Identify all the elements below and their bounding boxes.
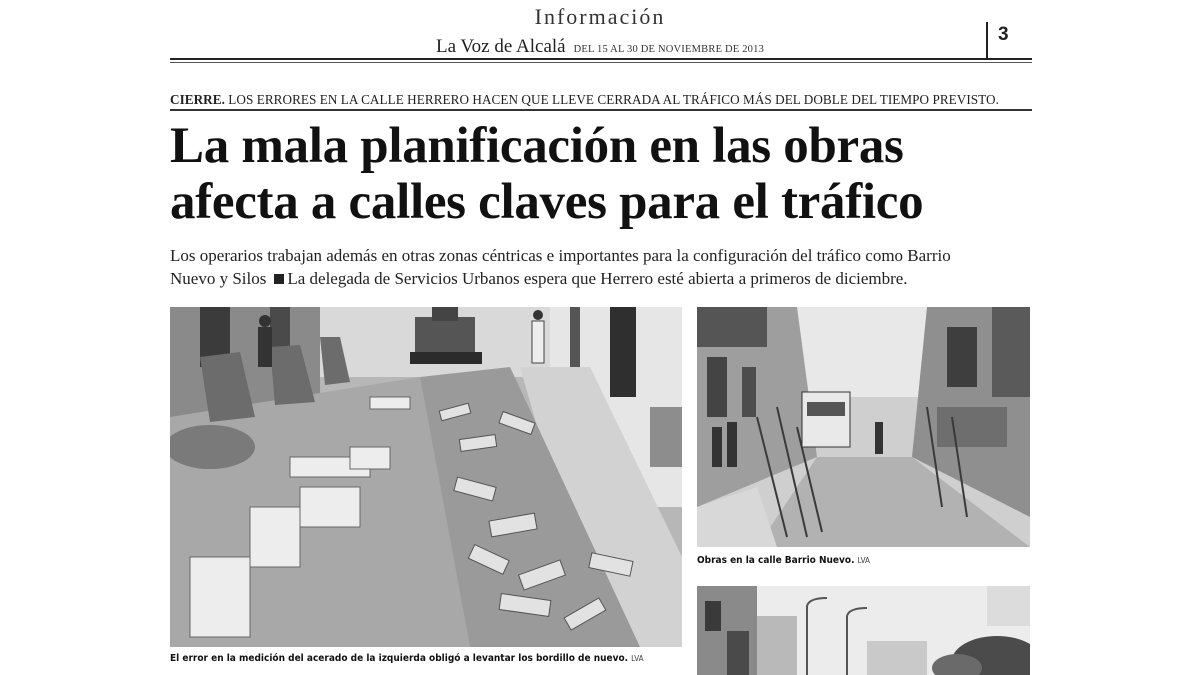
kicker-tag: CIERRE. bbox=[170, 92, 225, 107]
bullet-square bbox=[274, 274, 284, 284]
main-photo bbox=[170, 307, 682, 647]
article-kicker bbox=[170, 92, 1032, 108]
main-caption-credit: LVA bbox=[631, 654, 644, 663]
side-photo bbox=[697, 307, 1030, 547]
headline-line-1: La mala planificación en las obras bbox=[170, 118, 904, 174]
publication-name: La Voz de Alcalá bbox=[435, 36, 566, 57]
kicker-rule bbox=[170, 109, 1032, 111]
issue-date: DEL 15 AL 30 DE NOVIEMBRE DE 2013 bbox=[573, 44, 765, 55]
headline-line-2: afecta a calles claves para el tráfico bbox=[170, 174, 924, 230]
main-caption-text: El error en la medición del acerado de la izquierda obligó a levantar los bordillo de nuevo. bbox=[170, 653, 629, 664]
article-deck bbox=[170, 244, 1050, 290]
section-title: Información bbox=[534, 4, 666, 29]
side-caption-text: Obras en la calle Barrio Nuevo. bbox=[697, 555, 855, 566]
header-rule bbox=[170, 58, 1032, 60]
deck-line-2b: La delegada de Servicios Urbanos espera que Herrero esté abierta a primeros de diciembre. bbox=[287, 269, 908, 288]
deck-line-2a: Nuevo y Silos bbox=[170, 269, 267, 288]
bottom-photo bbox=[697, 586, 1030, 675]
page-number-divider bbox=[986, 22, 988, 60]
article-headline bbox=[170, 118, 1050, 230]
page-number: 3 bbox=[998, 24, 1009, 45]
kicker-text: LOS ERRORES EN LA CALLE HERRERO HACEN QUE LLEVE CERRADA AL TRÁFICO MÁS DEL DOBLE DEL TIEMPO PREVISTO. bbox=[224, 92, 999, 107]
deck-line-2 bbox=[170, 267, 1050, 290]
deck-line-1: Los operarios trabajan además en otras zonas céntricas e importantes para la configuración del tráfico como Barrio bbox=[170, 246, 951, 265]
main-photo-caption bbox=[170, 653, 644, 664]
publication-line bbox=[360, 36, 840, 58]
side-photo-caption bbox=[697, 555, 870, 566]
side-caption-credit: LVA bbox=[857, 556, 870, 565]
header-rule-thin bbox=[170, 62, 1032, 63]
